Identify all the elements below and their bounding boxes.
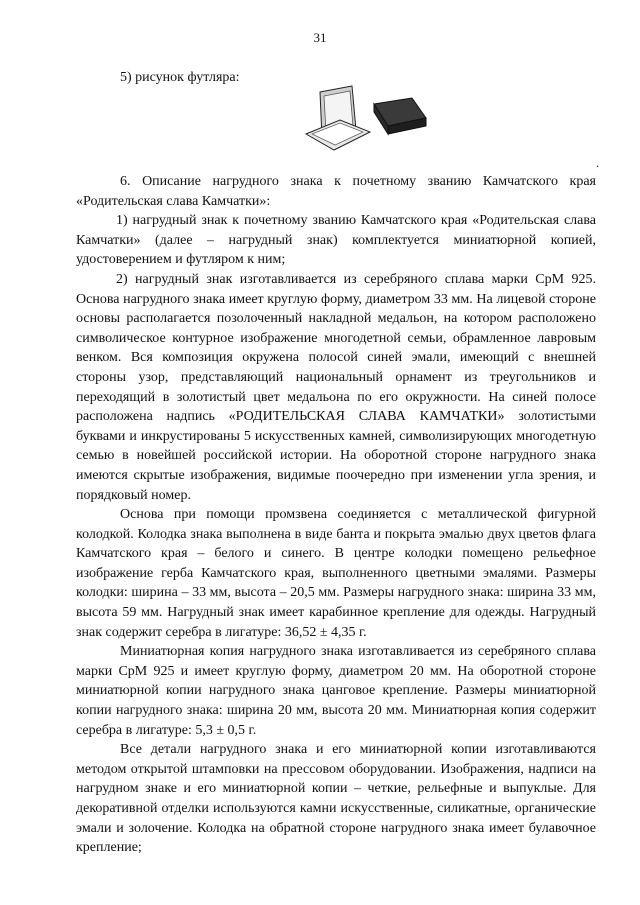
paragraph-manufacturing: Все детали нагрудного знака и его миниатюрной копии изготавливаются методом открытой штамповки на прессовом оборудовании. Изображения, надписи на нагрудном знаке и его миниатюрной копии – четкие, рельефные и выпуклые. Для декоративной отделки используются камни искусственные, силикатные, органические эмали и золочение. Колодка на обратной стороне нагрудного знака имеет булавочное крепление; bbox=[76, 742, 596, 856]
paragraph-section-6: 6. Описание нагрудного знака к почетному званию Камчатского края «Родительская слава Камчатки»: bbox=[76, 174, 596, 209]
figure-caption: 5) рисунок футляра: bbox=[120, 70, 240, 85]
document-body bbox=[76, 172, 596, 858]
open-box-case-illustration bbox=[300, 84, 430, 154]
paragraph-item-2: 2) нагрудный знак изготавливается из серебряного сплава марки СрМ 925. Основа нагрудного знака имеет круглую форму, диаметром 33 мм. На лицевой стороне основы располагается позолоченный накладной медальон, на котором расположено символическое контурное изображение многодетной семьи, обрамленное лавровым венком. Вся композиция окружена полосой синей эмали, имеющий с внешней стороны узор, представляющий национальный орнамент из треугольников и переходящий в золотистый цвет медальона по его окружности. На синей полосе расположена надпись «РОДИТЕЛЬСКАЯ СЛАВА КАМЧАТКИ» золотистыми буквами и инкрустированы 5 искусственных камней, символизирующих многодетную семью в новейшей российской истории. На оборотной стороне нагрудного знака имеются скрытые изображения, видимые поочередно при изменении угла зрения, и порядковый номер. bbox=[76, 271, 596, 503]
paragraph-miniature-copy: Миниатюрная копия нагрудного знака изготавливается из серебряного сплава марки СрМ 925 и имеет круглую форму, диаметром 20 мм. На оборотной стороне миниатюрной копии нагрудного знака цанговое крепление. Размеры миниатюрной копии нагрудного знака: ширина 20 мм, высота 20 мм. Миниатюрная копия содержит серебра в лигатуре: 5,3 ± 0,5 г. bbox=[76, 644, 596, 738]
stray-mark: . bbox=[596, 156, 599, 170]
paragraph-mount: Основа при помощи промзвена соединяется с металлической фигурной колодкой. Колодка знака выполнена в виде банта и покрыта эмалью двух цветов флага Камчатского края – белого и синего. В центре колодки помещено рельефное изображение герба Камчатского края, выполненного цветными эмалями. Размеры колодки: ширина – 33 мм, высота – 20,5 мм. Размеры нагрудного знака: ширина 33 мм, высота 59 мм. Нагрудный знак имеет карабинное крепление для одежды. Нагрудный знак содержит серебра в лигатуре: 36,52 ± 4,35 г. bbox=[76, 507, 596, 640]
paragraph-item-1: 1) нагрудный знак к почетному званию Камчатского края «Родительская слава Камчатки» (далее – нагрудный знак) комплектуется миниатюрной копией, удостоверением и футляром к ним; bbox=[76, 213, 596, 268]
page-number: 31 bbox=[313, 30, 327, 45]
